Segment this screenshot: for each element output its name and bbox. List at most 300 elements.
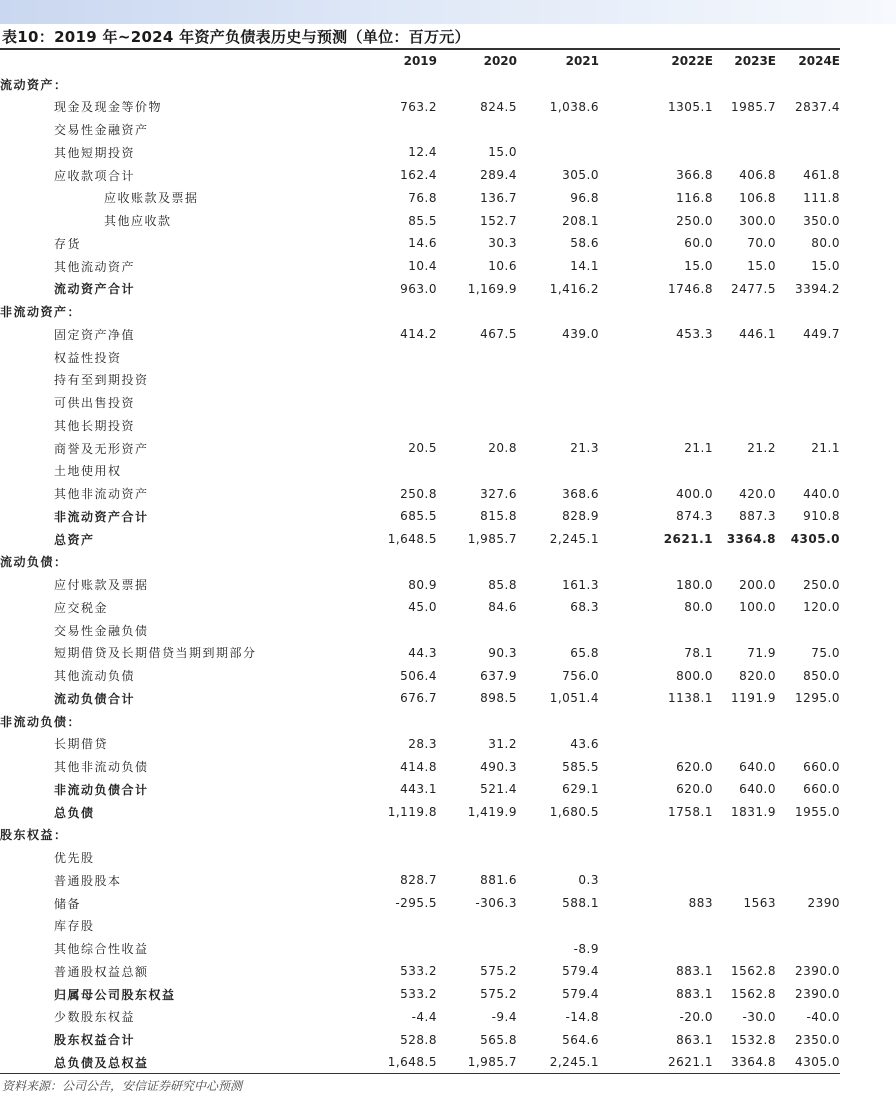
table-row <box>0 1028 840 1051</box>
value-cell <box>437 824 517 847</box>
value-cell: 305.0 <box>562 168 599 183</box>
table-row <box>0 482 840 505</box>
value-cell: 76.8 <box>408 190 437 205</box>
value-cell <box>599 915 713 938</box>
row-label: 股东权益合计 <box>54 1033 136 1048</box>
value-cell: -8.9 <box>573 941 599 956</box>
value-cell <box>713 869 776 892</box>
value-cell: 467.5 <box>480 327 517 342</box>
value-cell: 1562.8 <box>731 964 776 979</box>
value-cell: -295.5 <box>395 896 437 911</box>
column-header: 2019 <box>403 54 437 69</box>
value-cell <box>599 869 713 892</box>
value-cell: 327.6 <box>480 486 517 501</box>
value-cell: 521.4 <box>480 782 517 797</box>
value-cell <box>713 733 776 756</box>
value-cell: 533.2 <box>400 987 437 1002</box>
value-cell <box>437 346 517 369</box>
column-header: 2023E <box>734 54 776 69</box>
value-cell <box>330 414 437 437</box>
value-cell <box>437 369 517 392</box>
value-cell: 20.5 <box>408 441 437 456</box>
value-cell: 100.0 <box>739 600 776 615</box>
value-cell: 1,985.7 <box>467 1055 517 1070</box>
row-label: 现金及现金等价物 <box>54 100 163 115</box>
value-cell: 420.0 <box>739 486 776 501</box>
value-cell <box>437 937 517 960</box>
value-cell: 3394.2 <box>795 281 840 296</box>
value-cell <box>776 733 840 756</box>
value-cell: 2477.5 <box>731 281 776 296</box>
value-cell: 15.0 <box>747 259 776 274</box>
value-cell: 1,119.8 <box>387 805 437 820</box>
top-decor-bar <box>0 0 896 24</box>
table-row <box>0 369 840 392</box>
value-cell: 1532.8 <box>731 1032 776 1047</box>
value-cell: 1758.1 <box>668 805 713 820</box>
value-cell: 3364.8 <box>726 532 776 547</box>
value-cell: 2621.1 <box>663 532 713 547</box>
row-label: 非流动资产： <box>0 305 82 320</box>
value-cell: 874.3 <box>676 509 713 524</box>
value-cell: 80.9 <box>408 577 437 592</box>
table-row <box>0 892 840 915</box>
value-cell: 640.0 <box>739 782 776 797</box>
column-header: 2020 <box>483 54 517 69</box>
value-cell: 863.1 <box>676 1032 713 1047</box>
value-cell: 2350.0 <box>795 1032 840 1047</box>
table-row <box>0 414 840 437</box>
value-cell <box>330 937 437 960</box>
value-cell: 660.0 <box>803 759 840 774</box>
value-cell <box>776 369 840 392</box>
value-cell <box>776 551 840 574</box>
value-cell: 850.0 <box>803 668 840 683</box>
row-label: 短期借贷及长期借贷当期到期部分 <box>54 646 257 661</box>
table-row <box>0 960 840 983</box>
value-cell: 1955.0 <box>795 805 840 820</box>
row-label: 普通股股本 <box>54 873 122 888</box>
value-cell: 1138.1 <box>668 691 713 706</box>
table-row <box>0 983 840 1006</box>
value-cell: 1,419.9 <box>467 805 517 820</box>
value-cell: 2621.1 <box>668 1055 713 1070</box>
value-cell <box>599 937 713 960</box>
value-cell: 300.0 <box>739 213 776 228</box>
value-cell: 453.3 <box>676 327 713 342</box>
value-cell <box>330 824 437 847</box>
value-cell <box>713 414 776 437</box>
row-label: 总负债及总权益 <box>54 1055 149 1070</box>
value-cell: 828.9 <box>562 509 599 524</box>
value-cell <box>599 619 713 642</box>
table-row <box>0 141 840 164</box>
value-cell: 800.0 <box>676 668 713 683</box>
value-cell: 490.3 <box>480 759 517 774</box>
header-label-cell <box>0 50 330 73</box>
value-cell: 15.0 <box>684 259 713 274</box>
table-row <box>0 846 840 869</box>
value-cell: 65.8 <box>570 645 599 660</box>
value-cell: 120.0 <box>803 600 840 615</box>
value-cell: 640.0 <box>739 759 776 774</box>
row-label: 权益性投资 <box>54 350 122 365</box>
value-cell: 111.8 <box>803 190 840 205</box>
value-cell: 44.3 <box>408 645 437 660</box>
value-cell: 21.3 <box>570 441 599 456</box>
value-cell: 883.1 <box>676 964 713 979</box>
value-cell <box>599 141 713 164</box>
row-label: 库存股 <box>54 919 95 934</box>
value-cell: 1,648.5 <box>387 532 437 547</box>
value-cell: 31.2 <box>488 736 517 751</box>
value-cell: 414.8 <box>400 759 437 774</box>
value-cell: 533.2 <box>400 964 437 979</box>
value-cell <box>330 846 437 869</box>
value-cell <box>517 551 599 574</box>
table-row <box>0 710 840 733</box>
value-cell: 2390.0 <box>795 964 840 979</box>
table-row <box>0 232 840 255</box>
value-cell: -14.8 <box>565 1009 599 1024</box>
row-label: 其他应收款 <box>104 214 172 229</box>
value-cell: 446.1 <box>739 327 776 342</box>
value-cell <box>599 846 713 869</box>
value-cell <box>599 369 713 392</box>
value-cell: 161.3 <box>562 577 599 592</box>
table-row <box>0 209 840 232</box>
value-cell: 20.8 <box>488 441 517 456</box>
table-row <box>0 437 840 460</box>
value-cell: 2,245.1 <box>549 532 599 547</box>
value-cell: 0.3 <box>578 873 599 888</box>
table-row <box>0 869 840 892</box>
row-label: 流动资产： <box>0 77 68 92</box>
value-cell: 575.2 <box>480 964 517 979</box>
value-cell: 1,051.4 <box>549 691 599 706</box>
value-cell <box>330 118 437 141</box>
value-cell: 10.4 <box>408 259 437 274</box>
value-cell: 250.0 <box>676 213 713 228</box>
value-cell: 21.1 <box>811 441 840 456</box>
value-cell: 585.5 <box>562 759 599 774</box>
value-cell <box>437 118 517 141</box>
value-cell: 528.8 <box>400 1032 437 1047</box>
value-cell: 883 <box>688 896 713 911</box>
value-cell <box>599 300 713 323</box>
table-row <box>0 391 840 414</box>
value-cell: 3364.8 <box>731 1055 776 1070</box>
value-cell: 71.9 <box>747 645 776 660</box>
row-label: 非流动资产合计 <box>54 509 149 524</box>
row-label: 存货 <box>54 236 82 251</box>
value-cell <box>776 619 840 642</box>
value-cell: 1295.0 <box>795 691 840 706</box>
value-cell <box>517 846 599 869</box>
value-cell <box>517 369 599 392</box>
bottom-rule <box>0 1073 840 1074</box>
value-cell: 660.0 <box>803 782 840 797</box>
value-cell: 10.6 <box>488 259 517 274</box>
value-cell <box>713 846 776 869</box>
value-cell <box>330 619 437 642</box>
value-cell: 963.0 <box>400 281 437 296</box>
value-cell <box>330 391 437 414</box>
value-cell: 28.3 <box>408 736 437 751</box>
value-cell <box>437 391 517 414</box>
value-cell: 4305.0 <box>790 532 840 547</box>
value-cell: 440.0 <box>803 486 840 501</box>
value-cell <box>517 141 599 164</box>
value-cell <box>517 118 599 141</box>
value-cell: 824.5 <box>480 99 517 114</box>
value-cell: 620.0 <box>676 782 713 797</box>
row-label: 商誉及无形资产 <box>54 441 149 456</box>
value-cell: 15.0 <box>488 145 517 160</box>
row-label: 应收款项合计 <box>54 168 136 183</box>
value-cell <box>713 141 776 164</box>
table-row <box>0 278 840 301</box>
value-cell <box>776 414 840 437</box>
value-cell <box>517 346 599 369</box>
value-cell <box>713 824 776 847</box>
table-row <box>0 664 840 687</box>
value-cell <box>330 300 437 323</box>
row-label: 其他短期投资 <box>54 145 136 160</box>
value-cell: 2390.0 <box>795 987 840 1002</box>
value-cell: 21.2 <box>747 441 776 456</box>
value-cell <box>713 460 776 483</box>
value-cell <box>517 824 599 847</box>
value-cell: 250.8 <box>400 486 437 501</box>
value-cell: 1831.9 <box>731 805 776 820</box>
table-row <box>0 164 840 187</box>
value-cell: -4.4 <box>411 1009 437 1024</box>
table-row <box>0 551 840 574</box>
value-cell <box>776 824 840 847</box>
value-cell <box>713 710 776 733</box>
value-cell: -20.0 <box>679 1009 713 1024</box>
table-row <box>0 596 840 619</box>
table-row <box>0 73 840 96</box>
value-cell: 1,416.2 <box>549 281 599 296</box>
header-row <box>0 50 840 73</box>
value-cell: 12.4 <box>408 145 437 160</box>
value-cell: 84.6 <box>488 600 517 615</box>
value-cell <box>599 733 713 756</box>
value-cell: -9.4 <box>491 1009 517 1024</box>
value-cell: 588.1 <box>562 896 599 911</box>
value-cell <box>599 73 713 96</box>
value-cell <box>437 73 517 96</box>
value-cell <box>713 73 776 96</box>
value-cell: 575.2 <box>480 987 517 1002</box>
value-cell: 70.0 <box>747 236 776 251</box>
value-cell: 116.8 <box>676 190 713 205</box>
value-cell: 1562.8 <box>731 987 776 1002</box>
value-cell: 1191.9 <box>731 691 776 706</box>
value-cell: 136.7 <box>480 190 517 205</box>
value-cell: 1,680.5 <box>549 805 599 820</box>
value-cell: -306.3 <box>475 896 517 911</box>
row-label: 固定资产净值 <box>54 327 136 342</box>
value-cell <box>599 460 713 483</box>
value-cell: 90.3 <box>488 645 517 660</box>
row-label: 其他综合性收益 <box>54 942 149 957</box>
value-cell: 676.7 <box>400 691 437 706</box>
value-cell: 565.8 <box>480 1032 517 1047</box>
value-cell <box>437 551 517 574</box>
value-cell: 579.4 <box>562 987 599 1002</box>
value-cell: 106.8 <box>739 190 776 205</box>
row-label: 储备 <box>54 896 82 911</box>
value-cell <box>330 915 437 938</box>
value-cell: 1985.7 <box>731 99 776 114</box>
value-cell <box>437 915 517 938</box>
value-cell <box>517 391 599 414</box>
value-cell: 68.3 <box>570 600 599 615</box>
value-cell: 881.6 <box>480 873 517 888</box>
value-cell: 756.0 <box>562 668 599 683</box>
value-cell: 637.9 <box>480 668 517 683</box>
value-cell: 96.8 <box>570 190 599 205</box>
row-label: 交易性金融资产 <box>54 123 149 138</box>
table-row <box>0 300 840 323</box>
table-row <box>0 346 840 369</box>
value-cell: 1746.8 <box>668 281 713 296</box>
value-cell: 45.0 <box>408 600 437 615</box>
value-cell: 620.0 <box>676 759 713 774</box>
value-cell: 368.6 <box>562 486 599 501</box>
value-cell: 2390 <box>807 896 840 911</box>
row-label: 流动资产合计 <box>54 282 136 297</box>
value-cell: 4305.0 <box>795 1055 840 1070</box>
value-cell <box>330 346 437 369</box>
value-cell: 506.4 <box>400 668 437 683</box>
value-cell: 443.1 <box>400 782 437 797</box>
value-cell: 883.1 <box>676 987 713 1002</box>
table-row <box>0 460 840 483</box>
value-cell: 461.8 <box>803 168 840 183</box>
row-label: 其他流动负债 <box>54 669 136 684</box>
value-cell: 75.0 <box>811 645 840 660</box>
row-label: 少数股东权益 <box>54 1010 136 1025</box>
value-cell <box>776 937 840 960</box>
value-cell: 629.1 <box>562 782 599 797</box>
value-cell <box>713 619 776 642</box>
value-cell: 579.4 <box>562 964 599 979</box>
column-header: 2022E <box>671 54 713 69</box>
value-cell: 898.5 <box>480 691 517 706</box>
value-cell <box>437 710 517 733</box>
value-cell: 2837.4 <box>795 99 840 114</box>
row-label: 普通股权益总额 <box>54 964 149 979</box>
value-cell: 910.8 <box>803 509 840 524</box>
value-cell: 414.2 <box>400 327 437 342</box>
table-row <box>0 1051 840 1074</box>
value-cell: 21.1 <box>684 441 713 456</box>
value-cell: 60.0 <box>684 236 713 251</box>
value-cell: 43.6 <box>570 736 599 751</box>
value-cell: -30.0 <box>742 1009 776 1024</box>
value-cell <box>330 710 437 733</box>
value-cell <box>517 460 599 483</box>
value-cell <box>776 346 840 369</box>
value-cell: 1,648.5 <box>387 1055 437 1070</box>
value-cell: 820.0 <box>739 668 776 683</box>
value-cell <box>437 846 517 869</box>
table-row <box>0 937 840 960</box>
value-cell: 289.4 <box>480 168 517 183</box>
value-cell <box>713 551 776 574</box>
table-row <box>0 187 840 210</box>
value-cell: 162.4 <box>400 168 437 183</box>
value-cell: 1,038.6 <box>549 99 599 114</box>
row-label: 应收账款及票据 <box>104 191 199 206</box>
value-cell <box>330 369 437 392</box>
table-row <box>0 528 840 551</box>
value-cell <box>437 414 517 437</box>
value-cell <box>776 869 840 892</box>
table-row <box>0 733 840 756</box>
value-cell: 815.8 <box>480 509 517 524</box>
table-row <box>0 915 840 938</box>
value-cell: 685.5 <box>400 509 437 524</box>
value-cell: 180.0 <box>676 577 713 592</box>
value-cell: 15.0 <box>811 259 840 274</box>
table-row <box>0 778 840 801</box>
value-cell: 828.7 <box>400 873 437 888</box>
value-cell <box>713 937 776 960</box>
value-cell: 78.1 <box>684 645 713 660</box>
row-label: 交易性金融负债 <box>54 623 149 638</box>
value-cell: 763.2 <box>400 99 437 114</box>
value-cell: 30.3 <box>488 236 517 251</box>
value-cell: 1563 <box>743 896 776 911</box>
value-cell <box>776 391 840 414</box>
value-cell <box>517 710 599 733</box>
value-cell <box>776 300 840 323</box>
row-label: 可供出售投资 <box>54 396 136 411</box>
table-row <box>0 1006 840 1029</box>
row-label: 归属母公司股东权益 <box>54 987 176 1002</box>
value-cell: 250.0 <box>803 577 840 592</box>
value-cell <box>713 346 776 369</box>
row-label: 其他非流动资产 <box>54 487 149 502</box>
value-cell <box>437 300 517 323</box>
value-cell: 85.8 <box>488 577 517 592</box>
table-row <box>0 824 840 847</box>
value-cell: 400.0 <box>676 486 713 501</box>
value-cell <box>517 915 599 938</box>
table-row <box>0 801 840 824</box>
table-row <box>0 505 840 528</box>
row-label: 总资产 <box>54 532 95 547</box>
balance-sheet-table <box>0 50 840 1074</box>
row-label: 优先股 <box>54 851 95 866</box>
value-cell <box>713 300 776 323</box>
value-cell: 152.7 <box>480 213 517 228</box>
value-cell: 1,985.7 <box>467 532 517 547</box>
row-label: 其他长期投资 <box>54 418 136 433</box>
value-cell <box>330 460 437 483</box>
value-cell <box>517 619 599 642</box>
value-cell: 439.0 <box>562 327 599 342</box>
row-label: 其他非流动负债 <box>54 760 149 775</box>
value-cell: 406.8 <box>739 168 776 183</box>
value-cell: 350.0 <box>803 213 840 228</box>
value-cell <box>517 414 599 437</box>
